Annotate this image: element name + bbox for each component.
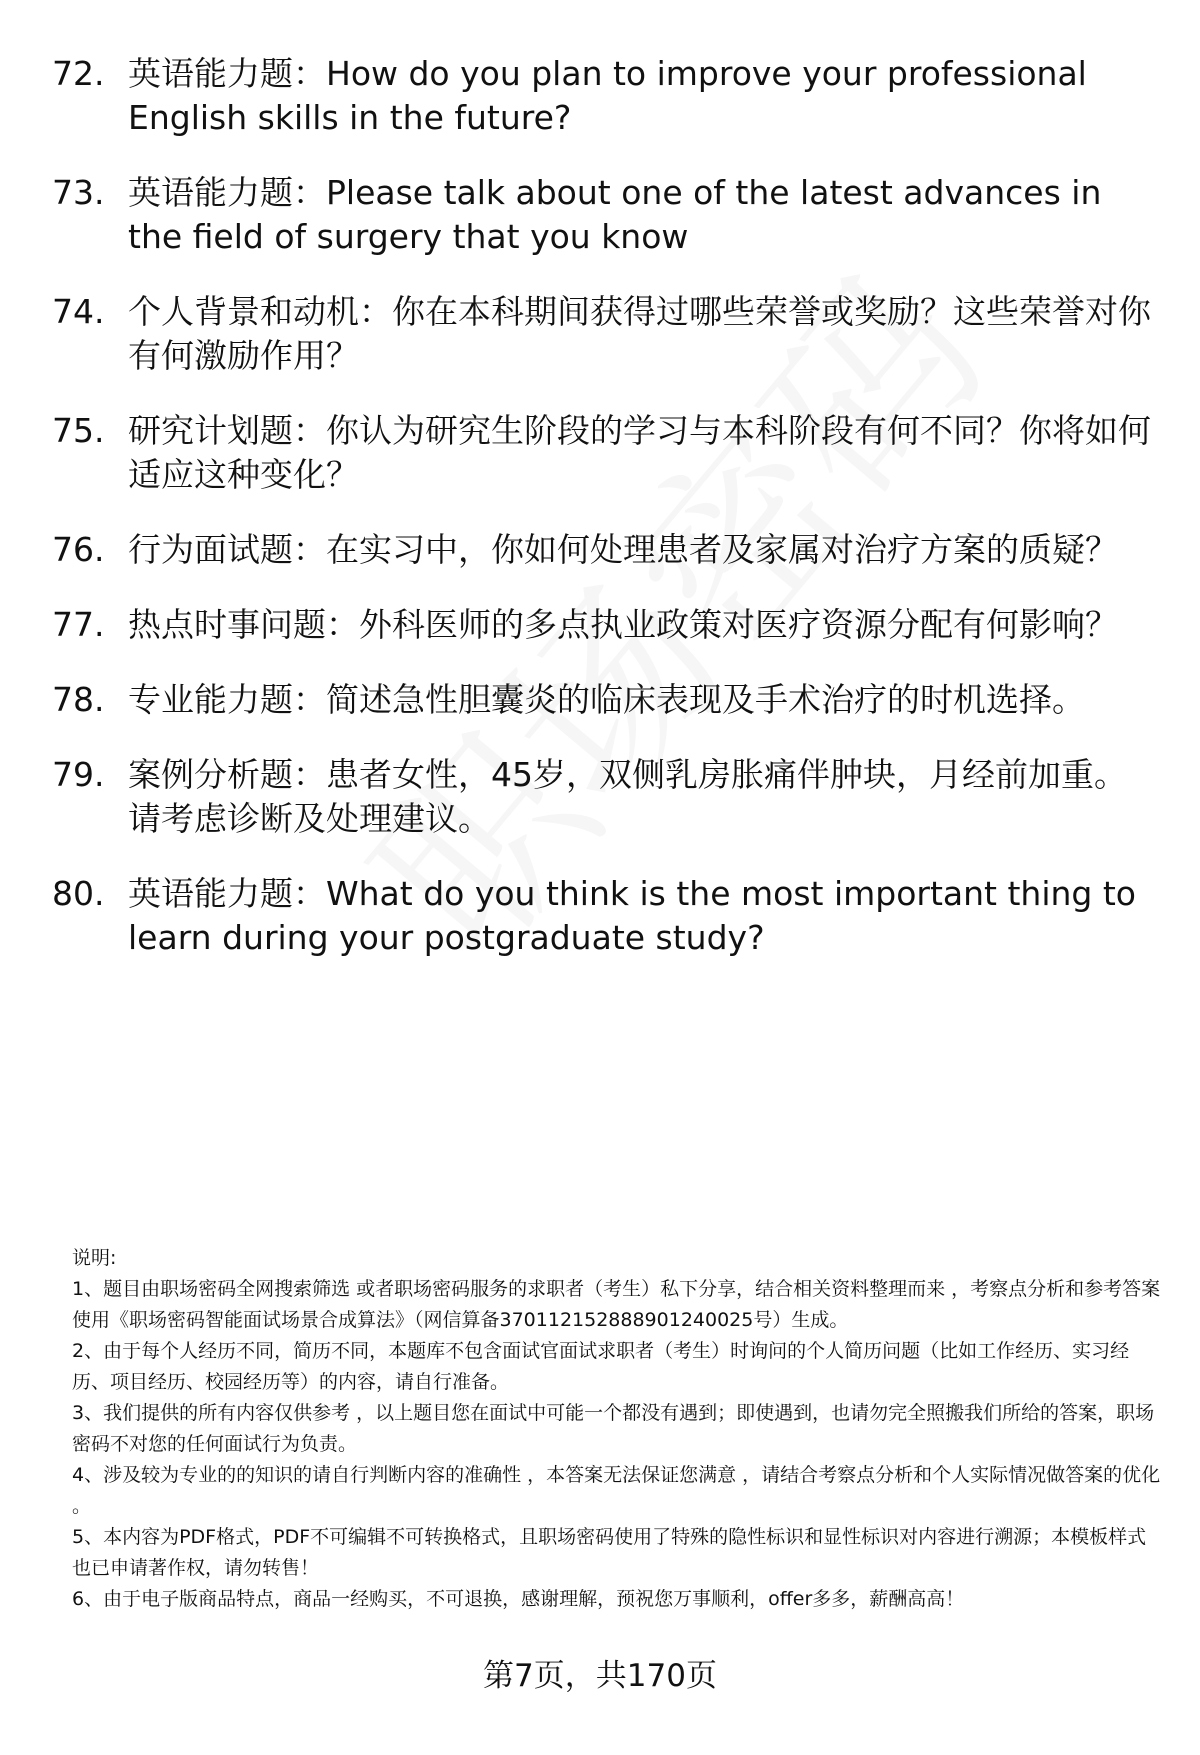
question-item bbox=[0, 753, 1200, 841]
question-number: 74. bbox=[52, 292, 105, 331]
note-item: 5、本内容为PDF格式，PDF不可编辑不可转换格式，且职场密码使用了特殊的隐性标识和显性标识对内容进行溯源；本模板样式也已申请著作权，请勿转售！ bbox=[72, 1526, 1147, 1579]
notes-heading: 说明: bbox=[72, 1247, 117, 1269]
question-item bbox=[0, 171, 1200, 259]
question-item bbox=[0, 52, 1200, 140]
note-item: 2、由于每个人经历不同，简历不同，本题库不包含面试官面试求职者（考生）时询问的个人简历问题（比如工作经历、实习经历、项目经历、校园经历等）的内容，请自行准备。 bbox=[72, 1340, 1130, 1393]
question-list bbox=[0, 52, 1200, 991]
question-item bbox=[0, 678, 1200, 722]
question-number: 76. bbox=[52, 530, 105, 569]
question-item bbox=[0, 409, 1200, 497]
question-text: 英语能力题：What do you think is the most important thing to learn during your postgraduate study? bbox=[128, 874, 1136, 957]
question-number: 72. bbox=[52, 54, 105, 93]
question-number: 77. bbox=[52, 605, 105, 644]
question-text: 研究计划题：你认为研究生阶段的学习与本科阶段有何不同？你将如何适应这种变化？ bbox=[128, 411, 1151, 494]
question-number: 78. bbox=[52, 680, 105, 719]
question-item bbox=[0, 603, 1200, 647]
question-item bbox=[0, 290, 1200, 378]
page-number: 第7页，共170页 bbox=[483, 1658, 717, 1694]
note-item: 1、题目由职场密码全网搜索筛选 或者职场密码服务的求职者（考生）私下分享，结合相关资料整理而来 ，考察点分析和参考答案使用《职场密码智能面试场景合成算法》（网信算备370112152888901240025号）生成。 bbox=[72, 1278, 1161, 1331]
question-text: 英语能力题：Please talk about one of the latest advances in the field of surgery that you know bbox=[128, 173, 1102, 256]
question-item bbox=[0, 528, 1200, 572]
notes-section bbox=[72, 1243, 1162, 1615]
note-item: 6、由于电子版商品特点，商品一经购买，不可退换，感谢理解，预祝您万事顺利，offer多多，薪酬高高！ bbox=[72, 1588, 965, 1610]
question-text: 案例分析题：患者女性，45岁，双侧乳房胀痛伴肿块，月经前加重。请考虑诊断及处理建议。 bbox=[128, 755, 1127, 838]
note-item: 4、涉及较为专业的的知识的请自行判断内容的准确性 ，本答案无法保证您满意 ，请结合考察点分析和个人实际情况做答案的优化 。 bbox=[72, 1464, 1161, 1517]
question-text: 个人背景和动机：你在本科期间获得过哪些荣誉或奖励？这些荣誉对你有何激励作用？ bbox=[128, 292, 1151, 375]
note-item: 3、我们提供的所有内容仅供参考 ，以上题目您在面试中可能一个都没有遇到；即使遇到，也请勿完全照搬我们所给的答案，职场密码不对您的任何面试行为负责。 bbox=[72, 1402, 1155, 1455]
question-number: 80. bbox=[52, 874, 105, 913]
question-text: 热点时事问题：外科医师的多点执业政策对医疗资源分配有何影响？ bbox=[128, 605, 1118, 644]
question-text: 专业能力题：简述急性胆囊炎的临床表现及手术治疗的时机选择。 bbox=[128, 680, 1085, 719]
question-item bbox=[0, 872, 1200, 960]
question-number: 75. bbox=[52, 411, 105, 450]
question-text: 行为面试题：在实习中，你如何处理患者及家属对治疗方案的质疑？ bbox=[128, 530, 1118, 569]
question-number: 79. bbox=[52, 755, 105, 794]
question-text: 英语能力题：How do you plan to improve your professional English skills in the future? bbox=[128, 54, 1087, 137]
question-number: 73. bbox=[52, 173, 105, 212]
